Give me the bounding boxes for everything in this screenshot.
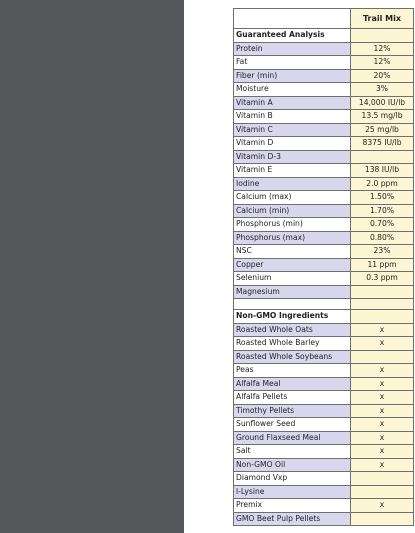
analysis-row	[234, 42, 414, 56]
row-value	[351, 485, 414, 499]
row-value: 0.80%	[351, 231, 414, 245]
row-label: Alfalfa Meal	[234, 377, 351, 391]
row-value: x	[351, 458, 414, 472]
analysis-row	[234, 83, 414, 97]
section-value-cell	[351, 310, 414, 324]
row-value: x	[351, 323, 414, 337]
analysis-row	[234, 96, 414, 110]
row-label: Vitamin D-3	[234, 150, 351, 164]
row-label: Roasted Whole Barley	[234, 337, 351, 351]
row-label: Calcium (max)	[234, 191, 351, 205]
row-label: GMO Beet Pulp Pellets	[234, 512, 351, 526]
row-label: Peas	[234, 364, 351, 378]
ingredient-row	[234, 377, 414, 391]
row-label: Sunflower Seed	[234, 418, 351, 432]
row-value	[351, 285, 414, 299]
row-label: Copper	[234, 258, 351, 272]
analysis-row	[234, 231, 414, 245]
row-label: Calcium (min)	[234, 204, 351, 218]
row-value: 11 ppm	[351, 258, 414, 272]
row-label: Vitamin C	[234, 123, 351, 137]
header-empty-cell	[234, 9, 351, 29]
row-value: 20%	[351, 69, 414, 83]
ingredient-row	[234, 350, 414, 364]
ingredient-row	[234, 431, 414, 445]
row-value: x	[351, 364, 414, 378]
row-value: 2.0 ppm	[351, 177, 414, 191]
row-label: Diamond Vxp	[234, 472, 351, 486]
column-title-trail-mix: Trail Mix	[351, 9, 414, 29]
ingredient-row	[234, 404, 414, 418]
nutrition-table	[233, 8, 414, 526]
row-value: x	[351, 404, 414, 418]
analysis-row	[234, 110, 414, 124]
row-label: Vitamin B	[234, 110, 351, 124]
row-label: NSC	[234, 245, 351, 259]
row-label: Timothy Pellets	[234, 404, 351, 418]
row-label: Fat	[234, 56, 351, 70]
ingredient-row	[234, 458, 414, 472]
section-value-cell	[351, 29, 414, 43]
table-header-row	[234, 9, 414, 29]
row-value: x	[351, 499, 414, 513]
row-label: Magnesium	[234, 285, 351, 299]
row-value: 0.70%	[351, 218, 414, 232]
analysis-row	[234, 258, 414, 272]
ingredient-row	[234, 512, 414, 526]
ingredient-row	[234, 445, 414, 459]
ingredient-row	[234, 418, 414, 432]
row-value: 12%	[351, 42, 414, 56]
section-title-guaranteed-analysis: Guaranteed Analysis	[234, 29, 351, 43]
row-value: 14,000 IU/lb	[351, 96, 414, 110]
analysis-row	[234, 245, 414, 259]
row-value: x	[351, 391, 414, 405]
analysis-row	[234, 204, 414, 218]
row-value	[351, 150, 414, 164]
ingredient-row	[234, 364, 414, 378]
row-label: Vitamin A	[234, 96, 351, 110]
row-value: x	[351, 377, 414, 391]
analysis-row	[234, 137, 414, 151]
analysis-row	[234, 191, 414, 205]
row-value: 1.70%	[351, 204, 414, 218]
ingredient-row	[234, 485, 414, 499]
row-value: 138 IU/lb	[351, 164, 414, 178]
row-label: Phosphorus (min)	[234, 218, 351, 232]
analysis-row	[234, 150, 414, 164]
row-value: 3%	[351, 83, 414, 97]
section-title-non-gmo-ingredients: Non-GMO Ingredients	[234, 310, 351, 324]
analysis-row	[234, 56, 414, 70]
row-label: Salt	[234, 445, 351, 459]
row-value: x	[351, 337, 414, 351]
spacer-cell	[234, 299, 351, 310]
section-row-non-gmo-ingredients	[234, 310, 414, 324]
analysis-row	[234, 69, 414, 83]
analysis-row	[234, 177, 414, 191]
spreadsheet-page	[184, 0, 415, 533]
row-value: 23%	[351, 245, 414, 259]
row-value: x	[351, 445, 414, 459]
row-value: x	[351, 431, 414, 445]
row-label: Moisture	[234, 83, 351, 97]
row-value: 8375 IU/lb	[351, 137, 414, 151]
analysis-row	[234, 218, 414, 232]
row-value: 12%	[351, 56, 414, 70]
analysis-row	[234, 285, 414, 299]
row-value: 1.50%	[351, 191, 414, 205]
row-value	[351, 512, 414, 526]
section-row-guaranteed-analysis	[234, 29, 414, 43]
spacer-value-cell	[351, 299, 414, 310]
row-value: x	[351, 418, 414, 432]
row-value: 25 mg/lb	[351, 123, 414, 137]
row-label: Ground Flaxseed Meal	[234, 431, 351, 445]
row-label: Phosphorus (max)	[234, 231, 351, 245]
row-label: Protein	[234, 42, 351, 56]
left-side-panel	[0, 0, 184, 533]
row-label: Non-GMO Oil	[234, 458, 351, 472]
ingredient-row	[234, 499, 414, 513]
ingredient-row	[234, 391, 414, 405]
row-value	[351, 472, 414, 486]
row-label: Roasted Whole Oats	[234, 323, 351, 337]
analysis-row	[234, 272, 414, 286]
row-label: Vitamin E	[234, 164, 351, 178]
ingredient-row	[234, 323, 414, 337]
row-label: l-Lysine	[234, 485, 351, 499]
row-label: Premix	[234, 499, 351, 513]
row-label: Selenium	[234, 272, 351, 286]
row-value: 0.3 ppm	[351, 272, 414, 286]
analysis-row	[234, 123, 414, 137]
row-label: Alfalfa Pellets	[234, 391, 351, 405]
row-label: Vitamin D	[234, 137, 351, 151]
row-value: 13.5 mg/lb	[351, 110, 414, 124]
row-value	[351, 350, 414, 364]
spacer-row	[234, 299, 414, 310]
ingredient-row	[234, 337, 414, 351]
row-label: Fiber (min)	[234, 69, 351, 83]
row-label: Iodine	[234, 177, 351, 191]
analysis-row	[234, 164, 414, 178]
row-label: Roasted Whole Soybeans	[234, 350, 351, 364]
ingredient-row	[234, 472, 414, 486]
